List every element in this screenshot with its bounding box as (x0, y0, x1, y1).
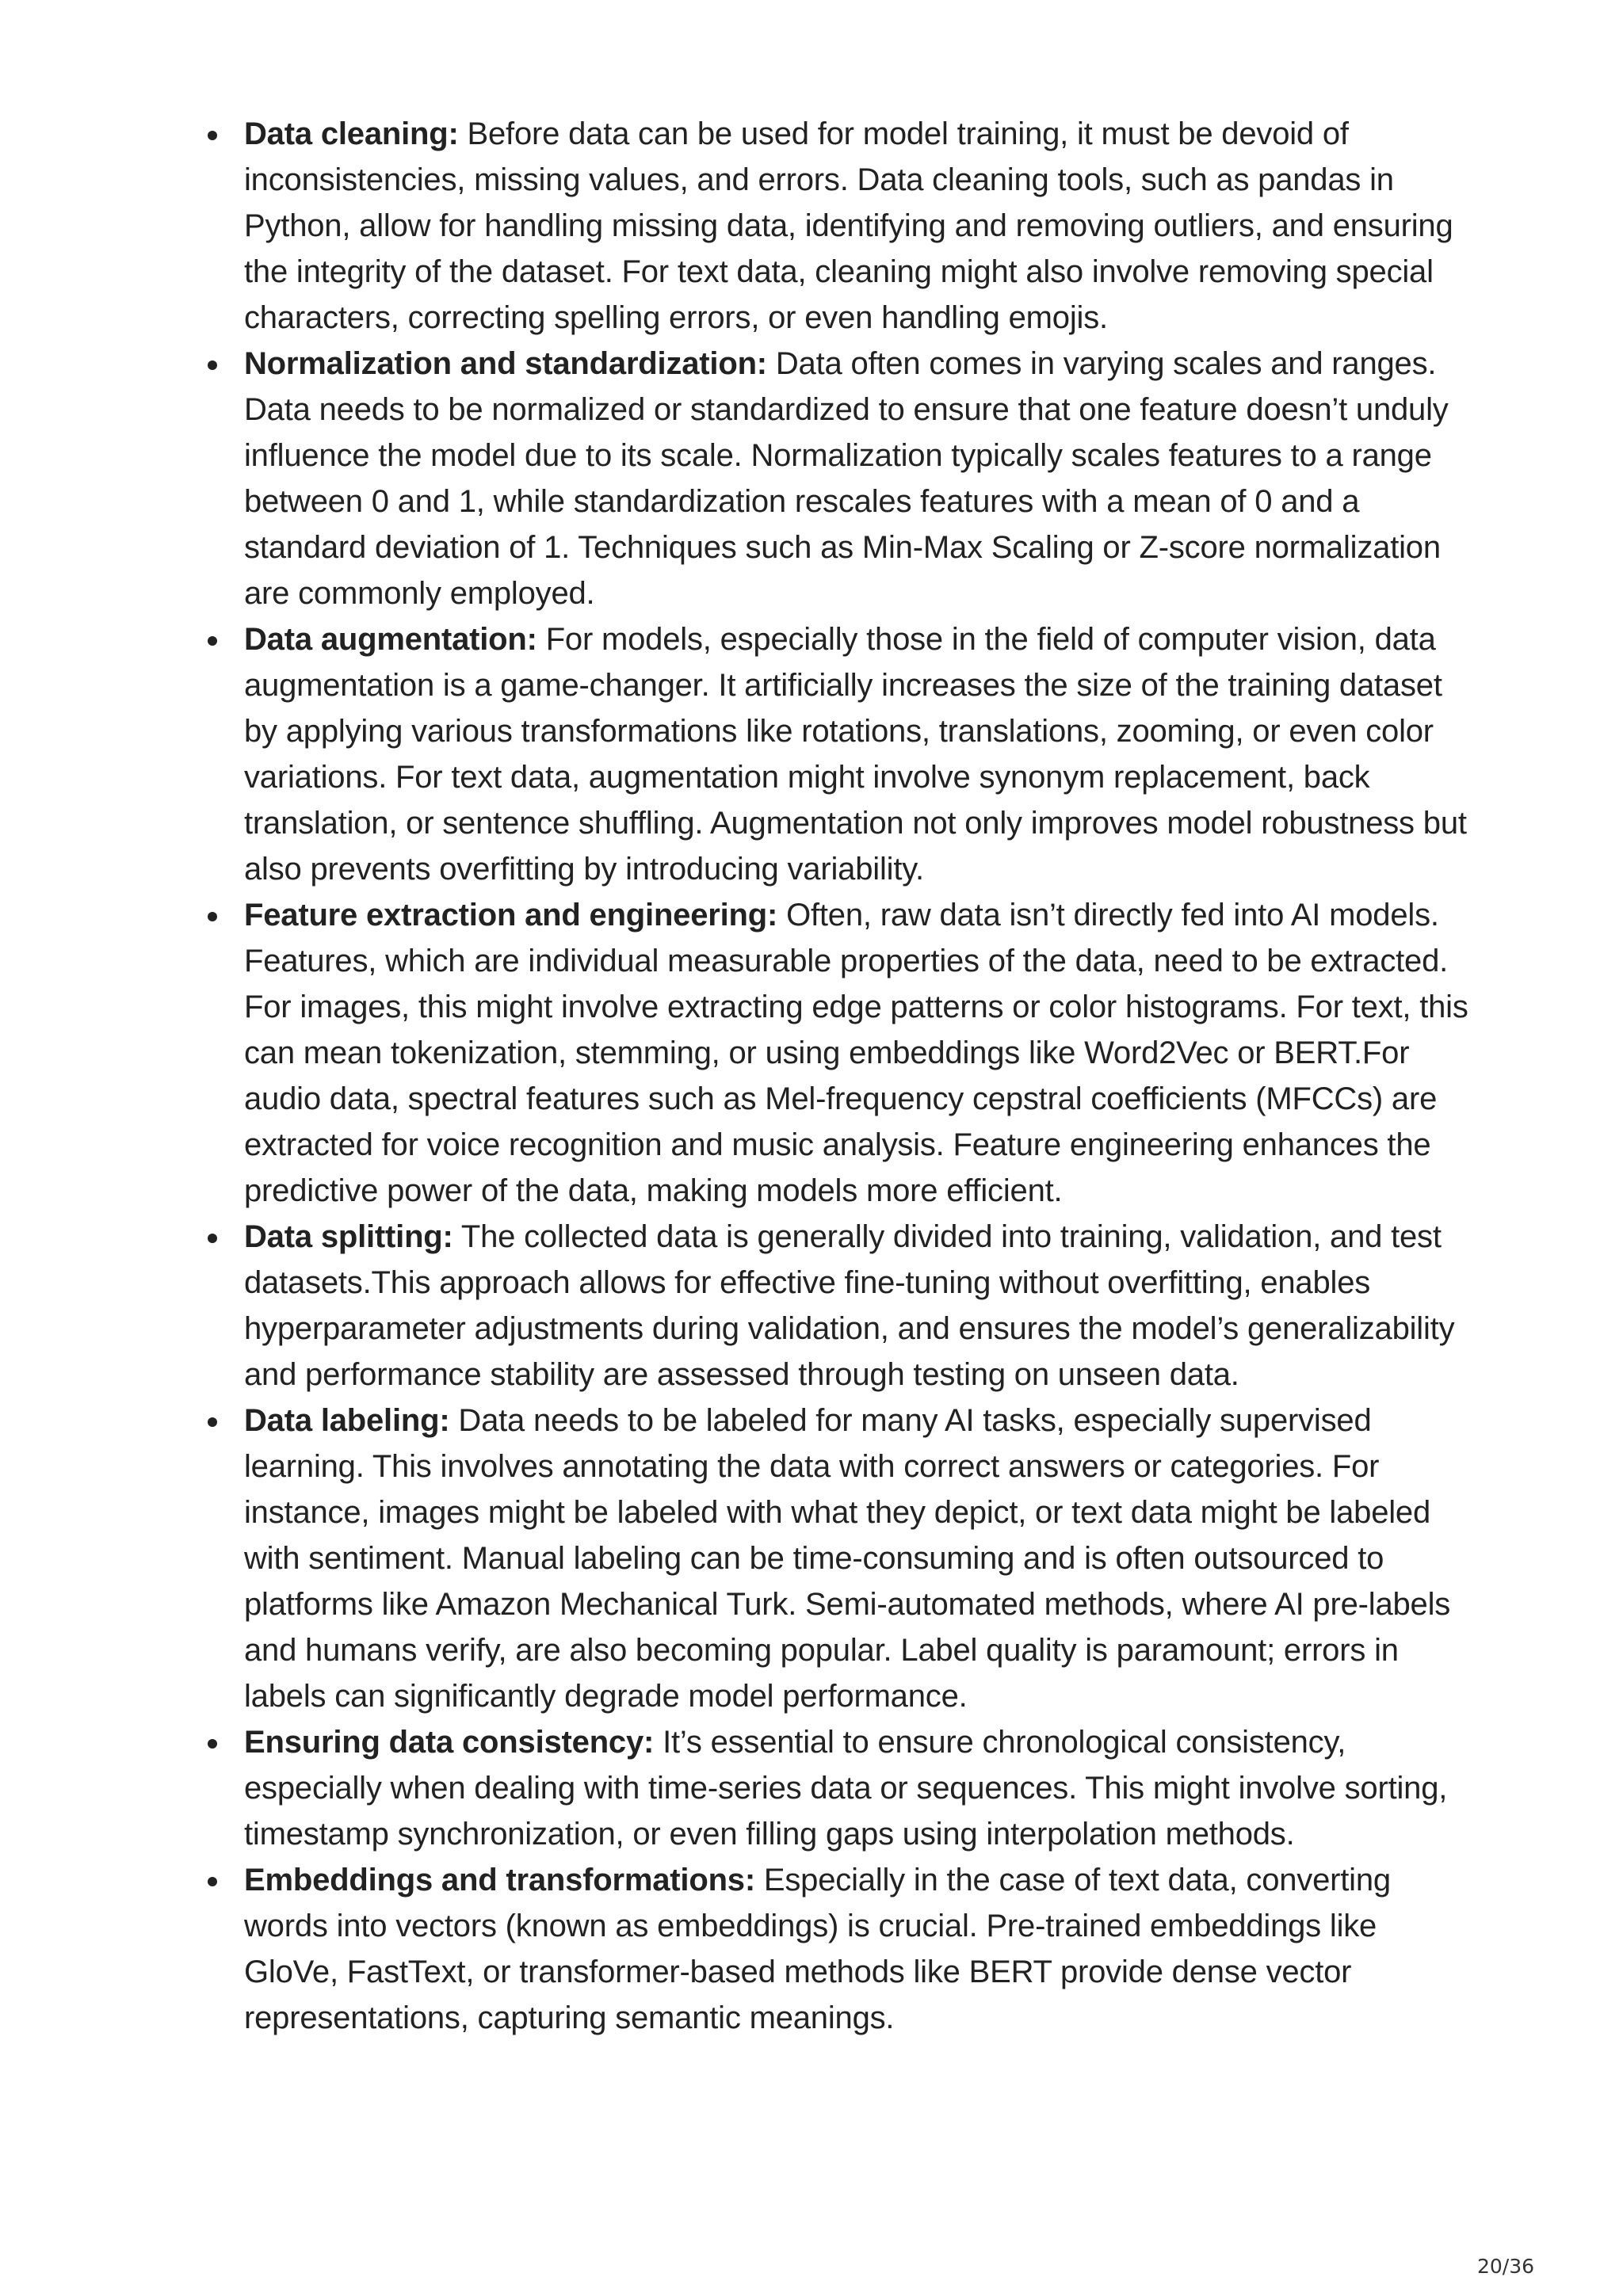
list-item (0, 616, 1469, 892)
item-text: It’s essential to ensure chronological consistency, especially when dealing with time-series data or sequences. This might involve sorting, timestamp synchronization, or even filling gaps using interpolation methods. (244, 1725, 1448, 1852)
list-item (0, 1857, 1469, 2041)
bullet-icon (208, 360, 217, 370)
bullet-icon (208, 636, 217, 646)
item-term: Ensuring data consistency: (244, 1725, 655, 1760)
item-text: Often, raw data isn’t directly fed into AI models. Features, which are individual measurable properties of the data, need to be extracted. For images, this might involve extracting edge patterns or color histograms. For text, this can mean tokenization, stemming, or using embeddings like Word2Vec or BERT.For audio data, spectral features such as Mel-frequency cepstral coefficients (MFCCs) are extracted for voice recognition and music analysis. Feature engineering enhances the predictive power of the data, making models more efficient. (244, 898, 1468, 1208)
bullet-icon (208, 131, 217, 140)
item-term: Normalization and standardization: (244, 346, 767, 381)
list-item (0, 1398, 1469, 1719)
bullet-icon (208, 1234, 217, 1243)
document-body (0, 111, 1623, 2041)
bullet-icon (208, 1417, 217, 1427)
item-term: Feature extraction and engineering: (244, 898, 778, 933)
item-term: Data augmentation: (244, 622, 537, 657)
page-number: 20/36 (1476, 2255, 1534, 2278)
list-item (0, 1214, 1469, 1398)
item-text: The collected data is generally divided into training, validation, and test datasets.This approach allows for effective fine-tuning without overfitting, enables hyperparameter adjustments during validation, and ensures the model’s generalizability and performance stability are assessed through testing on unseen data. (244, 1219, 1455, 1392)
item-text: Especially in the case of text data, converting words into vectors (known as embeddings) is crucial. Pre-trained embeddings like GloVe, FastText, or transformer-based methods like BERT provide dense vector representations, capturing semantic meanings. (244, 1863, 1391, 2035)
item-term: Data cleaning: (244, 116, 459, 151)
bullet-icon (208, 1877, 217, 1886)
list-item (0, 892, 1469, 1214)
item-text: Before data can be used for model training, it must be devoid of inconsistencies, missing values, and errors. Data cleaning tools, such as pandas in Python, allow for handling missing data, identifying and removing outliers, and ensuring the integrity of the dataset. For text data, cleaning might also involve removing special characters, correcting spelling errors, or even handling emojis. (244, 116, 1453, 335)
item-text: Data needs to be labeled for many AI tasks, especially supervised learning. This involves annotating the data with correct answers or categories. For instance, images might be labeled with what they depict, or text data might be labeled with sentiment. Manual labeling can be time-consuming and is often outsourced to platforms like Amazon Mechanical Turk. Semi-automated methods, where AI pre-labels and humans verify, are also becoming popular. Label quality is paramount; errors in labels can significantly degrade model performance. (244, 1403, 1451, 1714)
bullet-icon (208, 912, 217, 921)
item-text: Data often comes in varying scales and ranges. Data needs to be normalized or standardized to ensure that one feature doesn’t unduly influence the model due to its scale. Normalization typically scales features to a range between 0 and 1, while standardization rescales features with a mean of 0 and a standard deviation of 1. Techniques such as Min-Max Scaling or Z-score normalization are commonly employed. (244, 346, 1449, 611)
item-text: For models, especially those in the field of computer vision, data augmentation is a game-changer. It artificially increases the size of the training dataset by applying various transformations like rotations, translations, zooming, or even color variations. For text data, augmentation might involve synonym replacement, back translation, or sentence shuffling. Augmentation not only improves model robustness but also prevents overfitting by introducing variability. (244, 622, 1467, 887)
item-term: Embeddings and transformations: (244, 1863, 755, 1897)
item-term: Data splitting: (244, 1219, 453, 1254)
item-term: Data labeling: (244, 1403, 450, 1438)
list-item (0, 111, 1469, 341)
bullet-list (0, 111, 1623, 2041)
bullet-icon (208, 1739, 217, 1749)
list-item (0, 341, 1469, 616)
list-item (0, 1719, 1469, 1857)
